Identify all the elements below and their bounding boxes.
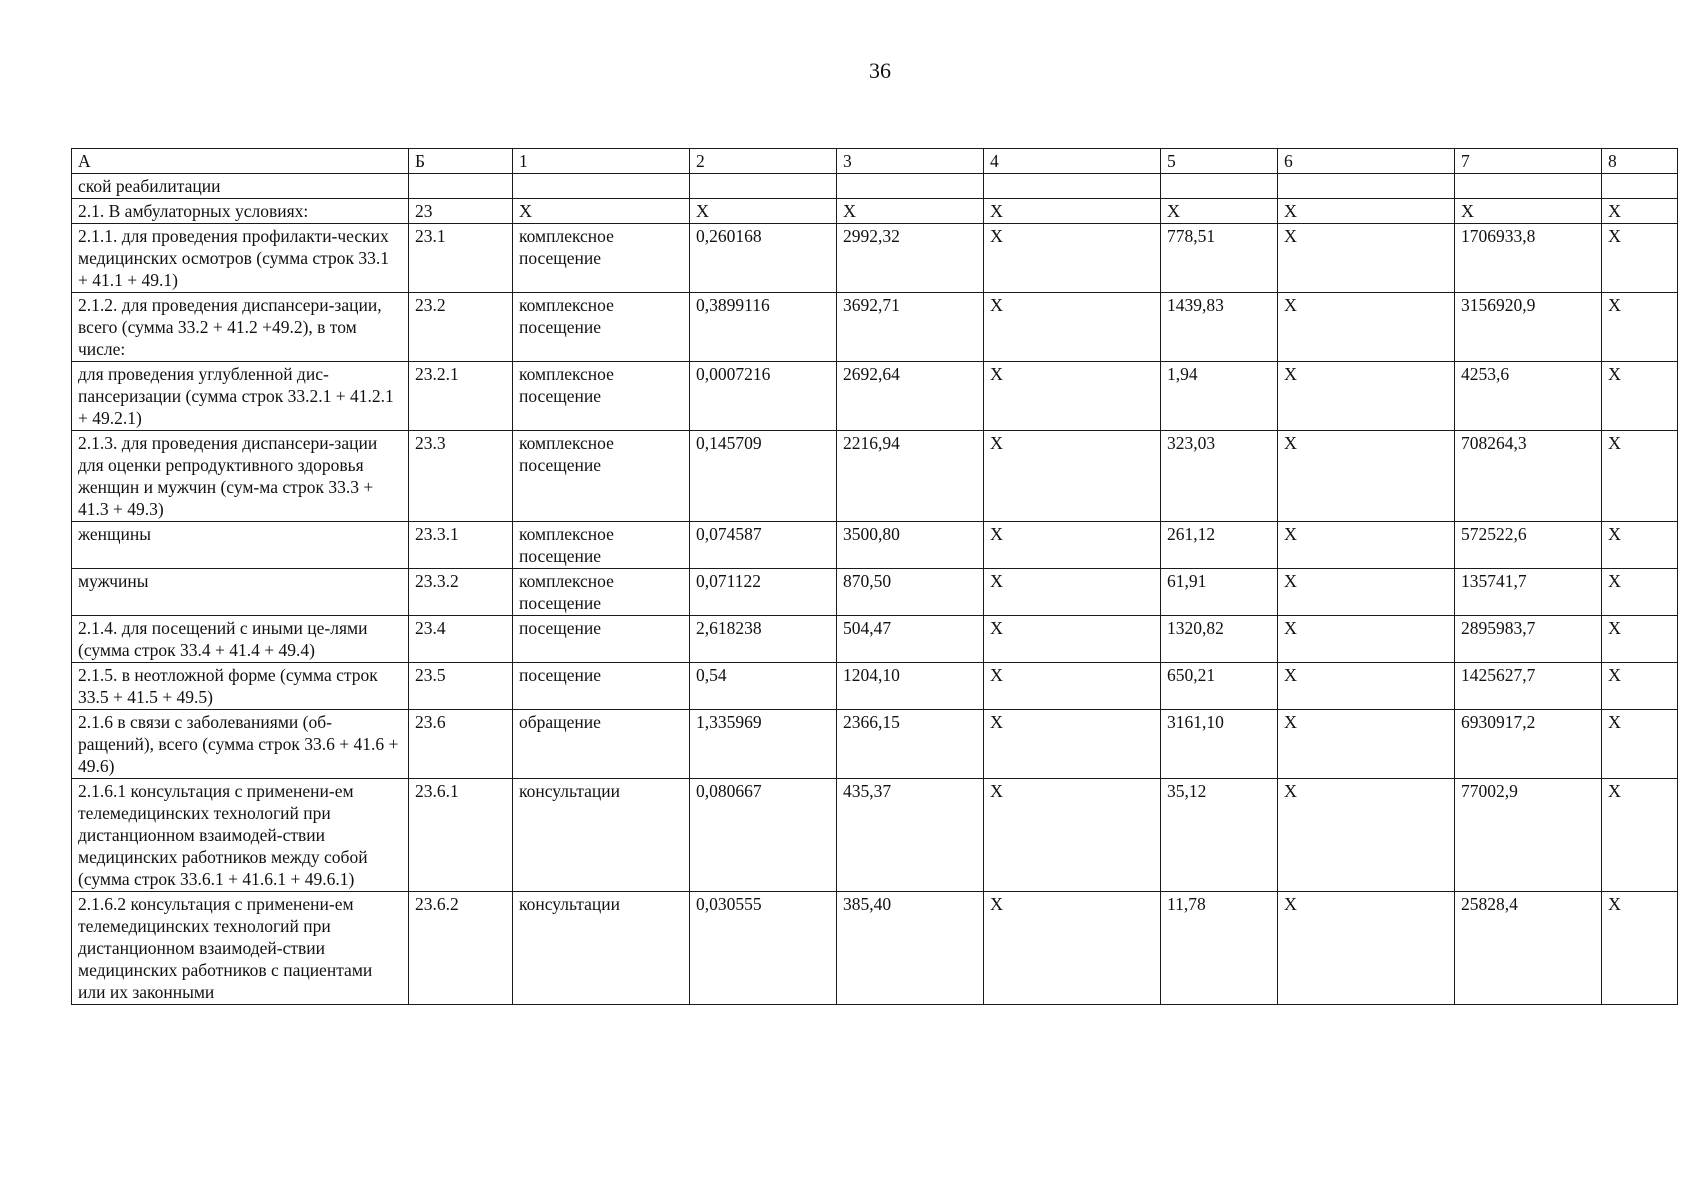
table-cell-name: 2.1.1. для проведения профилакти-ческих медицинских осмотров (сумма строк 33.1 + 41.1 + 49.1) [72, 224, 409, 293]
table-cell-code: 23.1 [409, 224, 513, 293]
table-cell-col8: X [1602, 710, 1678, 779]
table-cell-col4: X [984, 522, 1161, 569]
table-cell-col2: 0,0007216 [690, 362, 837, 431]
table-cell-col5: 1,94 [1161, 362, 1278, 431]
table-cell-unit: комплексное посещение [513, 224, 690, 293]
table-cell-col3: 2692,64 [837, 362, 984, 431]
table-cell-code [409, 174, 513, 199]
table-cell-col4: X [984, 616, 1161, 663]
table-cell-col6: X [1278, 293, 1455, 362]
table-cell-col7: 1706933,8 [1455, 224, 1602, 293]
table-cell-unit: комплексное посещение [513, 522, 690, 569]
table-cell-col3: 2216,94 [837, 431, 984, 522]
table-cell-col2: 0,074587 [690, 522, 837, 569]
table-cell-col6 [1278, 174, 1455, 199]
table-cell-col8: X [1602, 522, 1678, 569]
table-cell-unit: комплексное посещение [513, 293, 690, 362]
table-cell-name: 2.1.2. для проведения диспансери-зации, всего (сумма 33.2 + 41.2 +49.2), в том числе: [72, 293, 409, 362]
table-cell-col5: 61,91 [1161, 569, 1278, 616]
table-cell-col4: X [984, 293, 1161, 362]
table-cell-col6: X [1278, 199, 1455, 224]
table-cell-name: 2.1.4. для посещений с иными це-лями (сумма строк 33.4 + 41.4 + 49.4) [72, 616, 409, 663]
table-row [72, 362, 1678, 431]
table-cell-col6: X [1278, 224, 1455, 293]
table-cell-col5: 261,12 [1161, 522, 1278, 569]
table-cell-col6: X [1278, 522, 1455, 569]
table-cell-col6: X [1278, 892, 1455, 1005]
table-cell-col6: X [1278, 663, 1455, 710]
table-cell-col2: 0,54 [690, 663, 837, 710]
table-row [72, 616, 1678, 663]
table-cell-unit: X [513, 199, 690, 224]
table-cell-name: 2.1.6.1 консультация с применени-ем телемедицинских технологий при дистанционном взаимодей-ствии медицинских работников между собой (сумма строк 33.6.1 + 41.6.1 + 49.6.1) [72, 779, 409, 892]
table-cell-unit: обращение [513, 710, 690, 779]
table-cell-col6: X [1278, 431, 1455, 522]
table-cell-col2: 0,030555 [690, 892, 837, 1005]
table-cell-unit: комплексное посещение [513, 569, 690, 616]
table-cell-col8: X [1602, 616, 1678, 663]
table-cell-col5: 1320,82 [1161, 616, 1278, 663]
header-cell-8: 8 [1602, 149, 1678, 174]
table-cell-col7: 6930917,2 [1455, 710, 1602, 779]
table-cell-col3: 3500,80 [837, 522, 984, 569]
table-cell-col3: 1204,10 [837, 663, 984, 710]
table-cell-col5: 323,03 [1161, 431, 1278, 522]
table-cell-col3 [837, 174, 984, 199]
table-cell-col7: 77002,9 [1455, 779, 1602, 892]
table-cell-code: 23 [409, 199, 513, 224]
table-cell-col7 [1455, 174, 1602, 199]
table-cell-col5: 778,51 [1161, 224, 1278, 293]
table-cell-col4: X [984, 569, 1161, 616]
header-cell-2: 2 [690, 149, 837, 174]
table-cell-col7: 1425627,7 [1455, 663, 1602, 710]
table-body [72, 149, 1678, 1005]
table-cell-col7: 572522,6 [1455, 522, 1602, 569]
table-cell-unit: комплексное посещение [513, 362, 690, 431]
table-cell-unit: посещение [513, 616, 690, 663]
table-cell-name: женщины [72, 522, 409, 569]
header-cell-1: 1 [513, 149, 690, 174]
table-row [72, 522, 1678, 569]
table-cell-col3: 504,47 [837, 616, 984, 663]
header-cell-6: 6 [1278, 149, 1455, 174]
table-cell-col8 [1602, 174, 1678, 199]
table-cell-col6: X [1278, 710, 1455, 779]
table-cell-col3: 2992,32 [837, 224, 984, 293]
table-row [72, 569, 1678, 616]
table-cell-col4: X [984, 663, 1161, 710]
table-cell-col8: X [1602, 663, 1678, 710]
table-cell-col6: X [1278, 779, 1455, 892]
table-header-row [72, 149, 1678, 174]
table-cell-col3: 870,50 [837, 569, 984, 616]
table-cell-name: ской реабилитации [72, 174, 409, 199]
table-cell-code: 23.6.1 [409, 779, 513, 892]
table-cell-name: 2.1.5. в неотложной форме (сумма строк 33.5 + 41.5 + 49.5) [72, 663, 409, 710]
table-cell-col5: 1439,83 [1161, 293, 1278, 362]
table-cell-col4: X [984, 362, 1161, 431]
table-cell-code: 23.4 [409, 616, 513, 663]
table-cell-col4: X [984, 892, 1161, 1005]
table-cell-unit: посещение [513, 663, 690, 710]
table-cell-col7: X [1455, 199, 1602, 224]
table-cell-name: 2.1. В амбулаторных условиях: [72, 199, 409, 224]
table-cell-unit: комплексное посещение [513, 431, 690, 522]
table-cell-col3: 2366,15 [837, 710, 984, 779]
table-cell-col4 [984, 174, 1161, 199]
table-cell-col2: 0,071122 [690, 569, 837, 616]
table-cell-col4: X [984, 710, 1161, 779]
table-cell-unit [513, 174, 690, 199]
table-cell-name: 2.1.6 в связи с заболеваниями (об-ращений), всего (сумма строк 33.6 + 41.6 + 49.6) [72, 710, 409, 779]
table-cell-col3: 435,37 [837, 779, 984, 892]
table-cell-col2: 1,335969 [690, 710, 837, 779]
table-row [72, 710, 1678, 779]
table-cell-col5 [1161, 174, 1278, 199]
header-cell-7: 7 [1455, 149, 1602, 174]
table-cell-col8: X [1602, 199, 1678, 224]
table-cell-col8: X [1602, 779, 1678, 892]
table-row [72, 293, 1678, 362]
table-row [72, 174, 1678, 199]
table-cell-col8: X [1602, 362, 1678, 431]
table-cell-name: 2.1.3. для проведения диспансери-зации для оценки репродуктивного здоровья женщин и мужчин (сум-ма строк 33.3 + 41.3 + 49.3) [72, 431, 409, 522]
table-row [72, 779, 1678, 892]
table-cell-code: 23.3.2 [409, 569, 513, 616]
table-cell-col2: 2,618238 [690, 616, 837, 663]
table-cell-code: 23.2.1 [409, 362, 513, 431]
table-cell-col5: 3161,10 [1161, 710, 1278, 779]
table-row [72, 892, 1678, 1005]
table-cell-col4: X [984, 431, 1161, 522]
table-cell-col7: 708264,3 [1455, 431, 1602, 522]
header-cell-3: 3 [837, 149, 984, 174]
table-cell-col8: X [1602, 569, 1678, 616]
table-cell-col8: X [1602, 892, 1678, 1005]
table-cell-col4: X [984, 199, 1161, 224]
table-row [72, 431, 1678, 522]
table-cell-col5: 650,21 [1161, 663, 1278, 710]
header-cell-4: 4 [984, 149, 1161, 174]
table-cell-col3: 385,40 [837, 892, 984, 1005]
table-cell-col2: 0,145709 [690, 431, 837, 522]
table-row [72, 224, 1678, 293]
table-cell-col7: 3156920,9 [1455, 293, 1602, 362]
table-cell-col7: 2895983,7 [1455, 616, 1602, 663]
table-cell-col7: 4253,6 [1455, 362, 1602, 431]
table-cell-code: 23.3 [409, 431, 513, 522]
header-cell-a: А [72, 149, 409, 174]
table-cell-code: 23.6 [409, 710, 513, 779]
table-cell-col6: X [1278, 616, 1455, 663]
table-cell-col2: 0,260168 [690, 224, 837, 293]
table-cell-name: для проведения углубленной дис-пансеризации (сумма строк 33.2.1 + 41.2.1 + 49.2.1) [72, 362, 409, 431]
table-cell-code: 23.2 [409, 293, 513, 362]
table-cell-col5: 35,12 [1161, 779, 1278, 892]
table-cell-code: 23.5 [409, 663, 513, 710]
table-cell-col8: X [1602, 293, 1678, 362]
table-cell-col4: X [984, 224, 1161, 293]
table-cell-code: 23.6.2 [409, 892, 513, 1005]
table-cell-col8: X [1602, 224, 1678, 293]
table-cell-code: 23.3.1 [409, 522, 513, 569]
table-cell-col8: X [1602, 431, 1678, 522]
table-cell-col6: X [1278, 362, 1455, 431]
table-cell-name: мужчины [72, 569, 409, 616]
table-cell-col7: 25828,4 [1455, 892, 1602, 1005]
data-table [71, 148, 1678, 1005]
table-cell-col2: 0,3899116 [690, 293, 837, 362]
table-row [72, 199, 1678, 224]
table-cell-col2 [690, 174, 837, 199]
table-row [72, 663, 1678, 710]
table-cell-col5: 11,78 [1161, 892, 1278, 1005]
header-cell-5: 5 [1161, 149, 1278, 174]
table-cell-name: 2.1.6.2 консультация с применени-ем телемедицинских технологий при дистанционном взаимодей-ствии медицинских работников с пациентами или их законными [72, 892, 409, 1005]
table-cell-col3: X [837, 199, 984, 224]
table-cell-col2: 0,080667 [690, 779, 837, 892]
header-cell-b: Б [409, 149, 513, 174]
table-cell-col2: X [690, 199, 837, 224]
table-cell-unit: консультации [513, 892, 690, 1005]
table-cell-col5: X [1161, 199, 1278, 224]
table-cell-col3: 3692,71 [837, 293, 984, 362]
page-number: 36 [869, 58, 891, 83]
table-cell-col4: X [984, 779, 1161, 892]
table-cell-unit: консультации [513, 779, 690, 892]
table-cell-col6: X [1278, 569, 1455, 616]
table-cell-col7: 135741,7 [1455, 569, 1602, 616]
